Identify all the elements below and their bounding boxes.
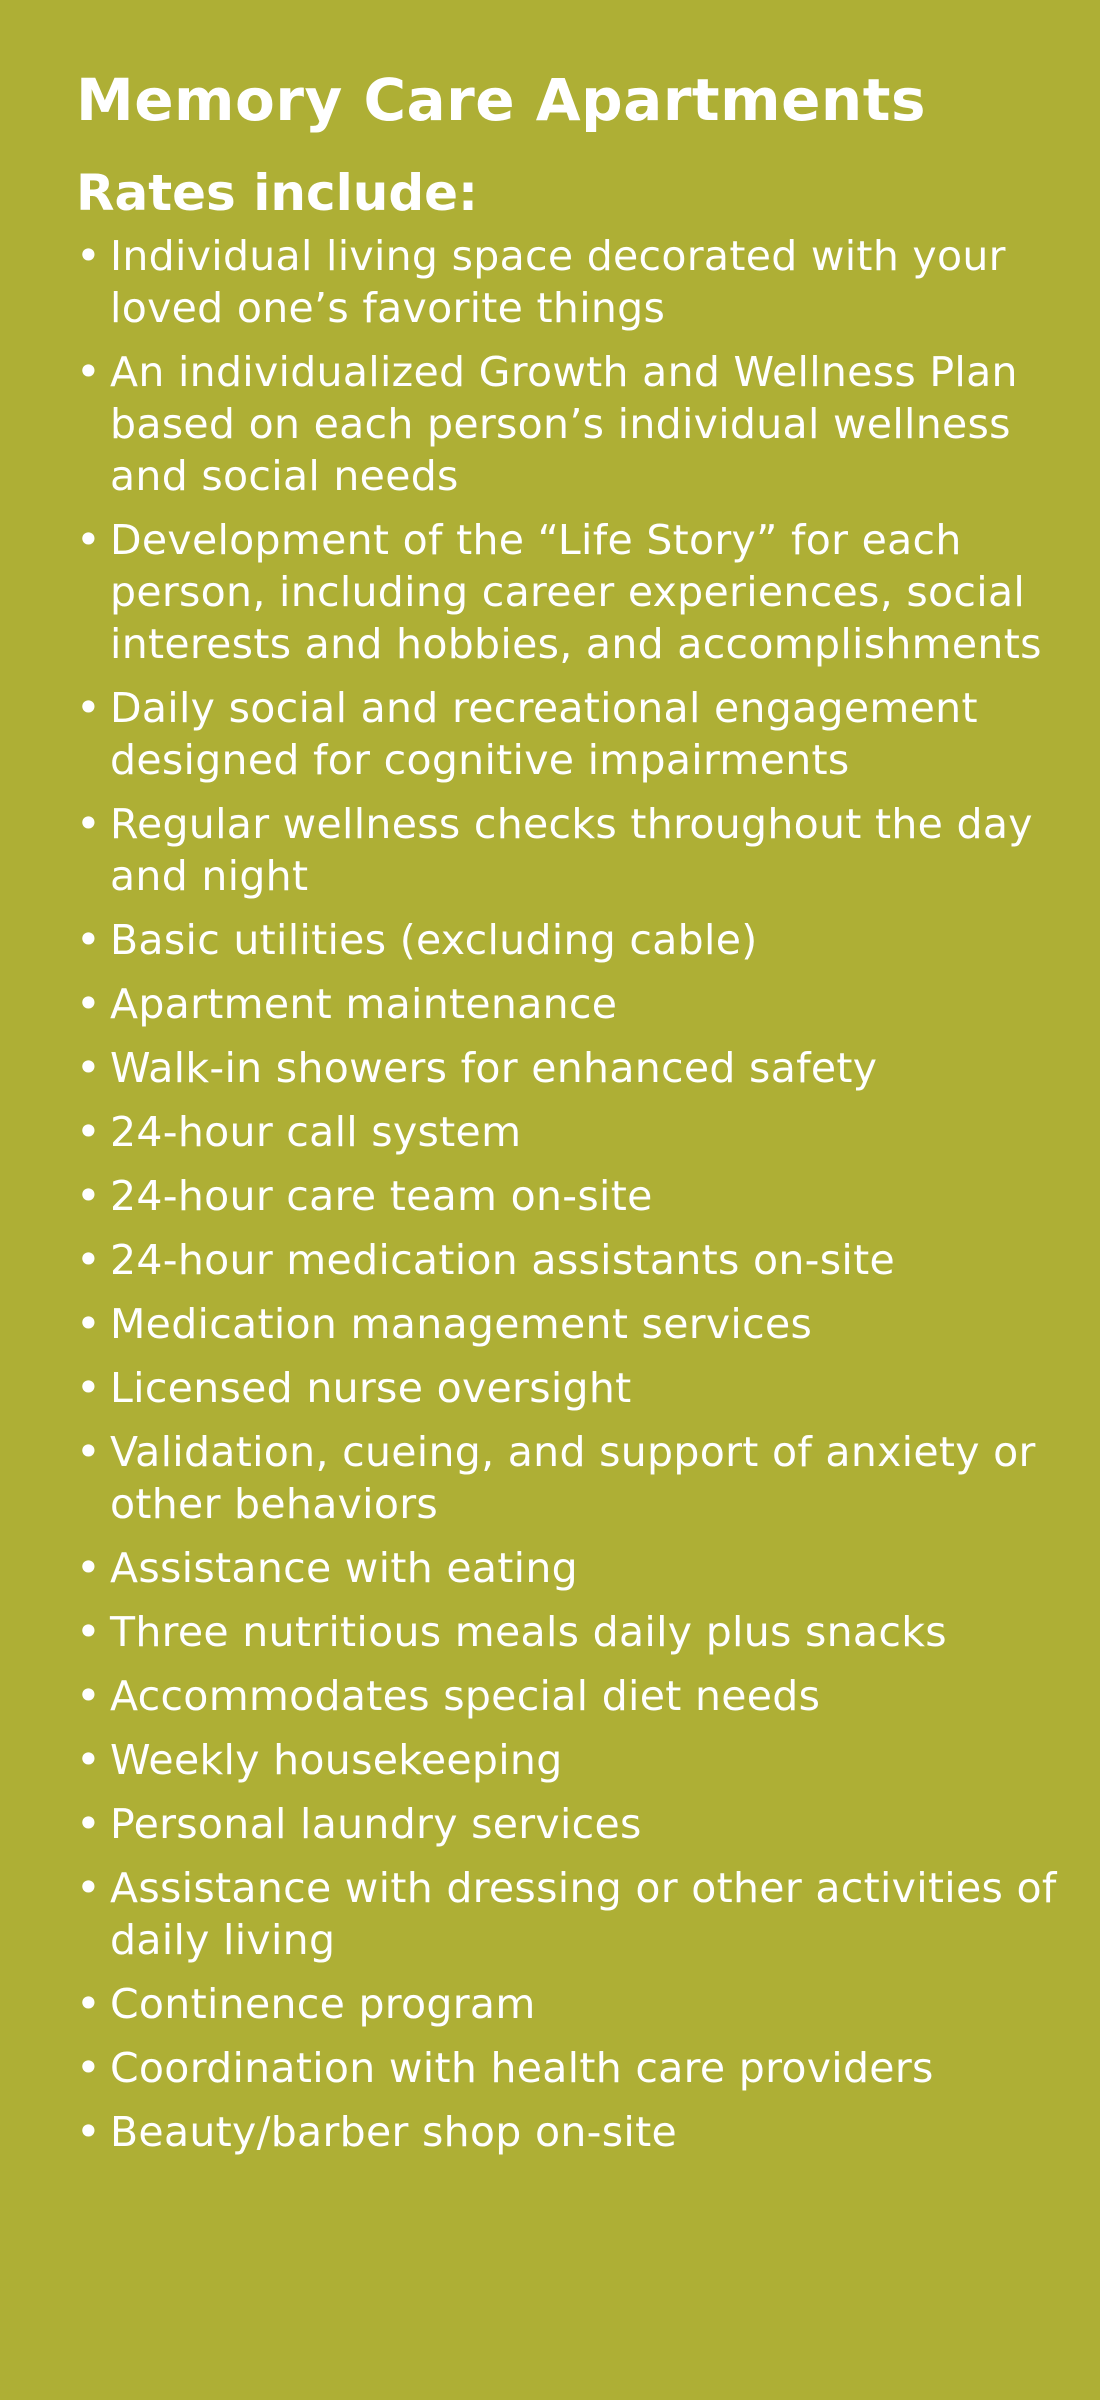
list-item-text: 24-hour care team on-site: [110, 1172, 653, 1220]
list-item: [76, 914, 1060, 966]
list-item: [76, 1298, 1060, 1350]
bullet-icon: •: [76, 1863, 101, 1912]
bullet-icon: •: [76, 1427, 101, 1476]
bullet-icon: •: [76, 1979, 101, 2028]
list-item-text: Weekly housekeeping: [110, 1736, 563, 1784]
bullet-icon: •: [76, 2043, 101, 2092]
list-item: [76, 2042, 1060, 2094]
list-item: [76, 1106, 1060, 1158]
list-item: [76, 1606, 1060, 1658]
list-item-text: Medication management services: [110, 1300, 813, 1348]
list-item-text: Coordination with health care providers: [110, 2044, 934, 2092]
bullet-icon: •: [76, 1299, 101, 1348]
list-item: [76, 1798, 1060, 1850]
list-item: [76, 1542, 1060, 1594]
list-item-text: Continence program: [110, 1980, 536, 2028]
list-item: [76, 2106, 1060, 2158]
bullet-icon: •: [76, 231, 101, 280]
list-item: [76, 1426, 1060, 1530]
list-item-text: Beauty/barber shop on-site: [110, 2108, 677, 2156]
bullet-icon: •: [76, 799, 101, 848]
bullet-icon: •: [76, 1607, 101, 1656]
bullet-icon: •: [76, 1799, 101, 1848]
list-item-text: Licensed nurse oversight: [110, 1364, 632, 1412]
list-item-text: Personal laundry services: [110, 1800, 642, 1848]
bullet-icon: •: [76, 683, 101, 732]
list-item-text: Accommodates special diet needs: [110, 1672, 821, 1720]
list-item: [76, 1234, 1060, 1286]
list-item-text: Three nutritious meals daily plus snacks: [110, 1608, 947, 1656]
bullet-icon: •: [76, 1235, 101, 1284]
list-item-text: Assistance with eating: [110, 1544, 578, 1592]
bullet-icon: •: [76, 1107, 101, 1156]
list-item: [76, 1042, 1060, 1094]
bullet-icon: •: [76, 1171, 101, 1220]
bullet-icon: •: [76, 515, 101, 564]
list-item-text: Assistance with dressing or other activities of daily living: [110, 1864, 1057, 1964]
list-item: [76, 1362, 1060, 1414]
bullet-icon: •: [76, 2107, 101, 2156]
bullet-icon: •: [76, 1735, 101, 1784]
list-item: [76, 230, 1060, 334]
rates-list: [76, 230, 1060, 2158]
bullet-icon: •: [76, 1671, 101, 1720]
bullet-icon: •: [76, 1363, 101, 1412]
list-item-text: An individualized Growth and Wellness Plan based on each person’s individual wellness and social needs: [110, 348, 1018, 500]
page-title: Memory Care Apartments: [76, 66, 926, 134]
list-item: [76, 1978, 1060, 2030]
list-item: [76, 1670, 1060, 1722]
list-item: [76, 682, 1060, 786]
list-item-text: Apartment maintenance: [110, 980, 618, 1028]
bullet-icon: •: [76, 347, 101, 396]
list-item: [76, 1170, 1060, 1222]
bullet-icon: •: [76, 979, 101, 1028]
bullet-icon: •: [76, 1543, 101, 1592]
list-item-text: 24-hour call system: [110, 1108, 522, 1156]
list-item: [76, 346, 1060, 502]
list-item-text: Regular wellness checks throughout the day and night: [110, 800, 1033, 900]
list-item-text: Development of the “Life Story” for each person, including career experiences, social interests and hobbies, and accomplishments: [110, 516, 1042, 668]
list-item: [76, 1734, 1060, 1786]
section-subtitle: Rates include:: [76, 164, 479, 222]
bullet-icon: •: [76, 915, 101, 964]
list-item: [76, 1862, 1060, 1966]
list-item-text: Walk-in showers for enhanced safety: [110, 1044, 878, 1092]
list-item-text: 24-hour medication assistants on-site: [110, 1236, 895, 1284]
list-item-text: Validation, cueing, and support of anxiety or other behaviors: [110, 1428, 1036, 1528]
list-item-text: Basic utilities (excluding cable): [110, 916, 758, 964]
list-item-text: Daily social and recreational engagement designed for cognitive impairments: [110, 684, 978, 784]
list-item: [76, 978, 1060, 1030]
bullet-icon: •: [76, 1043, 101, 1092]
list-item: [76, 798, 1060, 902]
list-item-text: Individual living space decorated with your loved one’s favorite things: [110, 232, 1006, 332]
list-item: [76, 514, 1060, 670]
